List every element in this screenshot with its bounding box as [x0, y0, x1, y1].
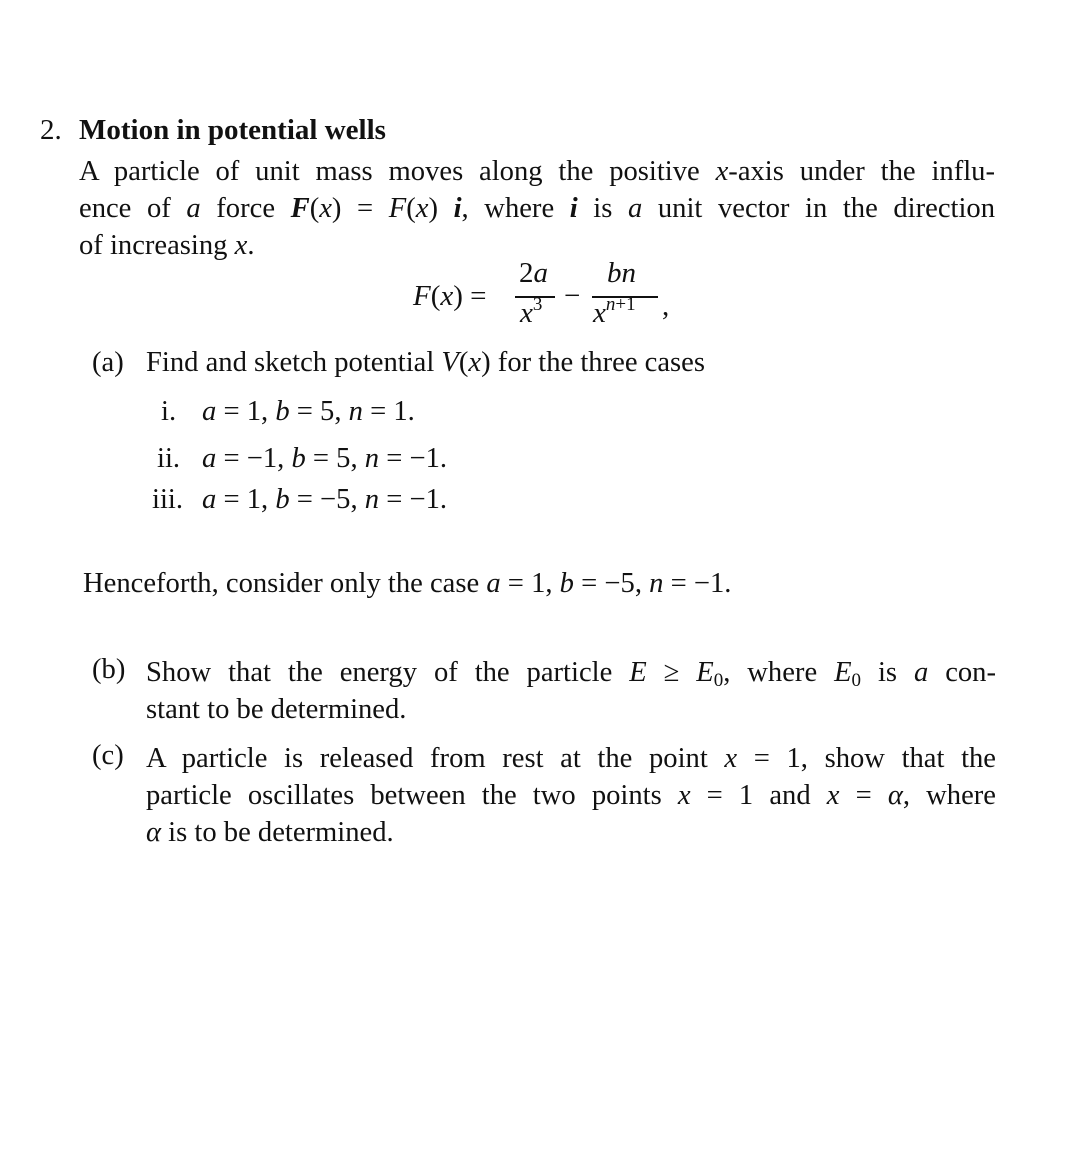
part-b-label: (b) — [92, 654, 126, 685]
problem-number: 2. — [40, 114, 62, 146]
problem-title: Motion in potential wells — [79, 114, 386, 146]
part-b-line-1: Show that the energy of the particle $E \ge E_0$, where $E_0$ is a con- — [146, 657, 997, 691]
intro-line-1: A particle of unit mass moves along the positive x-axis under the influ- — [79, 156, 995, 187]
fraction1-denominator: $x^3$ — [520, 294, 543, 329]
fraction2-denominator: $x^{n+1}$ — [593, 294, 636, 329]
equation-comma: , — [662, 290, 670, 322]
fraction2-numerator: bn — [607, 257, 636, 289]
case-iii-label: iii. — [152, 484, 183, 515]
part-c-line-1: A particle is released from rest at the point x = 1, show that the — [146, 743, 997, 774]
part-b-text — [146, 654, 996, 728]
intro-line-3: of increasing x. — [79, 230, 255, 261]
part-c-text — [146, 740, 996, 851]
case-ii-text: a = −1, b = 5, n = −1. — [202, 443, 448, 474]
intro-line-2: ence of a force F(x) = F(x) i, where i is a unit vector in the direction — [79, 193, 995, 224]
case-ii-label: ii. — [157, 443, 181, 474]
intro-paragraph — [79, 153, 995, 264]
case-i-text: a = 1, b = 5, n = 1. — [202, 396, 415, 427]
part-c-label: (c) — [92, 740, 124, 771]
equation-lhs: F(x) = — [413, 280, 487, 312]
part-c-line-2: particle oscillates between the two points x = 1 and x = α, where — [146, 780, 996, 811]
case-iii-text: a = 1, b = −5, n = −1. — [202, 484, 448, 515]
part-a-label: (a) — [92, 347, 124, 378]
part-c-line-3: α is to be determined. — [146, 817, 394, 848]
case-i-label: i. — [161, 396, 177, 427]
henceforth-text: Henceforth, consider only the case a = 1, b = −5, n = −1. — [83, 568, 732, 599]
fraction1-numerator: 2a — [519, 257, 548, 289]
part-b-line-2: stant to be determined. — [146, 694, 407, 725]
part-a-text: Find and sketch potential V(x) for the three cases — [146, 347, 705, 378]
equation-minus: − — [564, 280, 581, 312]
